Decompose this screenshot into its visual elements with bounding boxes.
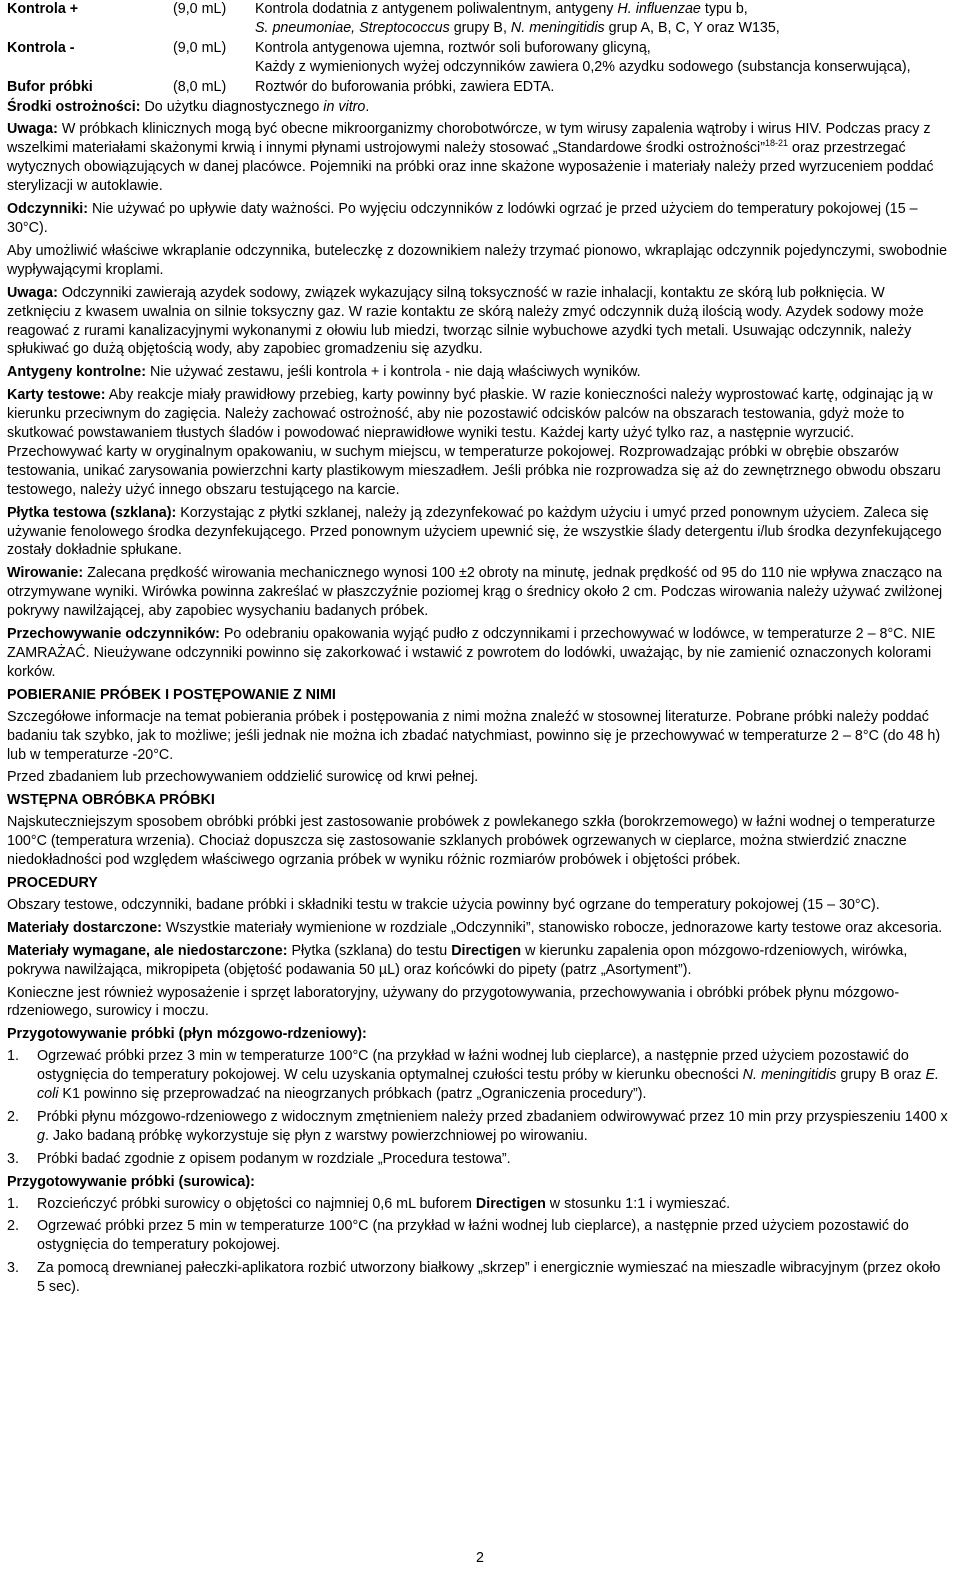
- reagent-name: Kontrola +: [7, 1, 79, 17]
- procedures-text: Obszary testowe, odczynniki, badane próbki i składniki testu w trakcie użycia powinny być ogrzane do temperatury pokojowej (15 – 30°C).: [7, 896, 880, 913]
- serum-prep-heading: Przygotowywanie próbki (surowica):: [7, 1173, 255, 1190]
- specimen-collection-serum: Przed zbadaniem lub przechowywaniem oddzielić surowicę od krwi pełnej.: [7, 769, 479, 786]
- reagent-description: Kontrola antygenowa ujemna, roztwór soli buforowany glicyną, Każdy z wymienionych wyżej odczynników zawiera 0,2% azydku sodowego (substancja konserwująca),: [255, 39, 911, 75]
- csf-prep-list: [7, 1047, 952, 1168]
- warning-infectious: Uwaga: W próbkach klinicznych mogą być obecne mikroorganizmy chorobotwórcze, w tym wirusy zapalenia wątroby i wirus HIV. Podczas pracy z wszelkimi materiałami skażonymi krwią i innymi płynami ustrojowymi należy stosować „Standardowe środki ostrożności”$^{18-21}$ oraz przestrzegać wytycznych obowiązujących w danej placówce. Pojemniki na próbki oraz inne skażone wyposażenie i materiały należy przed wyrzuceniem poddać sterylizacji w autoklawie.: [7, 121, 934, 195]
- list-item: 1. Rozcieńczyć próbki surowicy o objętości co najmniej 0,6 mL buforem Directigen w stosunku 1:1 i wymieszać.: [7, 1195, 731, 1212]
- test-cards-note: Karty testowe: Aby reakcje miały prawidłowy przebieg, karty powinny być płaskie. W razie konieczności należy wyprostować kartę, odginając ją w kierunku przeciwnym do zagięcia. Należy zachować ostrożność, aby nie pozostawić odcisków palców na obszarach testowania, gdyż może to skutkować powstawaniem tłustych śladów i powodować nieprawidłowe wyniki testu. Każdej karty użyć tylko raz, a następnie wyrzucić. Przechowywać karty w oryginalnym opakowaniu, w suchym miejscu, w temperaturze pokojowej. Rozprowadzając próbki w obrębie obszarów testowania, unikać zarysowania powierzchni karty plastikowym mieszadłem. Jeśli próbka nie rozprowadza się aż do zewnętrznego obwodu obszaru testowego, należy użyć innego obszaru testującego na karcie.: [7, 387, 941, 498]
- reagent-description: Kontrola dodatnia z antygenem poliwalentnym, antygeny H. influenzae typu b, S. pneumoniae, Streptococcus grupy B, N. meningitidis grup A, B, C, Y oraz W135,: [255, 1, 780, 36]
- dropper-note: Aby umożliwić właściwe wkraplanie odczynnika, buteleczkę z dozownikiem należy trzymać pionowo, wkraplając odczynnik pojedynczymi, swobodnie wypływającymi kroplami.: [7, 242, 948, 278]
- section-heading-pretreatment: WSTĘPNA OBRÓBKA PRÓBKI: [7, 792, 215, 809]
- list-item: 1. Ogrzewać próbki przez 3 min w temperaturze 100°C (na przykład w łaźni wodnej lub cieplarce), a następnie przed użyciem pozostawić do ostygnięcia do temperatury pokojowej. W celu uzyskania optymalnej czułości testu próby w kierunku obecności N. meningitidis grupy B oraz E. coli K1 powinno się przeprowadzać na nieogrzanych próbkach (patrz „Ograniczenia procedury”).: [7, 1048, 939, 1103]
- list-item: 3. Za pomocą drewnianej pałeczki-aplikatora rozbić utworzony białkowy „skrzep” i energicznie wymieszać na mieszadle wibracyjnym (przez około 5 sec).: [7, 1260, 941, 1296]
- precautions: Środki ostrożności: Do użytku diagnostycznego in vitro.: [7, 98, 370, 115]
- csf-prep-heading: Przygotowywanie próbki (płyn mózgowo-rdzeniowy):: [7, 1026, 367, 1043]
- centrifuge-note: Wirowanie: Zalecana prędkość wirowania mechanicznego wynosi 100 ±2 obroty na minutę, jednak prędkość od 95 do 110 nie wpływa znacząco na otrzymywane wyniki. Wirówka powinna zakreślać w płaszczyźnie poziomej krąg o średnicy około 2 cm. Podczas wirowania należy używać zwilżonej pokrywy nawilżającej, aby zapobiec wysychaniu badanych próbek.: [7, 565, 943, 620]
- reagent-name: Kontrola -: [7, 39, 75, 56]
- page-number: 2: [476, 1550, 484, 1566]
- pretreatment-text: Najskuteczniejszym sposobem obróbki próbki jest zastosowanie probówek z powlekanego szkła (borokrzemowego) w łaźni wodnej o temperaturze 100°C (temperatura wrzenia). Chociaż dopuszcza się zastosowanie szklanych probówek ogrzewanych w cieplarce, można stwierdzić znaczne niedokładności pod względem właściwego ogrzania próbek w wyniku różnic rozmiarów probówek i objętości próbek.: [7, 814, 936, 869]
- reagent-positive-control: [7, 0, 952, 38]
- list-item: 2. Ogrzewać próbki przez 5 min w temperaturze 100°C (na przykład w łaźni wodnej lub cieplarce), a następnie przed użyciem pozostawić do ostygnięcia do temperatury pokojowej.: [7, 1218, 909, 1254]
- glass-plate-note: Płytka testowa (szklana): Korzystając z płytki szklanej, należy ją zdezynfekować po każdym użyciu i umyć przed ponownym użyciem. Zaleca się używanie fenolowego środka dezynfekującego. Przed ponownym użyciem upewnić się, że wszystkie ślady detergentu i/lub środka dezynfekującego zostały dokładnie spłukane.: [7, 504, 942, 559]
- section-heading-procedures: PROCEDURY: [7, 874, 98, 891]
- section-heading-specimen-collection: POBIERANIE PRÓBEK I POSTĘPOWANIE Z NIMI: [7, 686, 336, 703]
- lab-equipment-text: Konieczne jest również wyposażenie i sprzęt laboratoryjny, używany do przygotowywania, przechowywania i obróbki próbek płynu mózgowo-rdzeniowego, surowicy i moczu.: [7, 984, 900, 1020]
- serum-prep-list: [7, 1195, 952, 1298]
- reagent-volume: (8,0 mL): [173, 78, 227, 95]
- warning-azide: Uwaga: Odczynniki zawierają azydek sodowy, związek wykazujący silną toksyczność w razie inhalacji, kontaktu ze skórą lub połknięcia. W zetknięciu z kwasem uwalnia on silnie toksyczny gaz. W razie kontaktu ze skórą należy zmyć odczynnik dużą ilością wody. Azydek sodowy może reagować z rurami kanalizacyjnymi wykonanymi z ołowiu lub miedzi, tworząc silnie wybuchowe azydki tych metali. Usuwając odczynnik, należy spłukiwać go dużą objętością wody, aby zapobiec gromadzeniu się azydku.: [7, 284, 924, 358]
- list-item: 2. Próbki płynu mózgowo-rdzeniowego z widocznym zmętnieniem należy przed zbadaniem odwirowywać przez 10 min przy przyspieszeniu 1400 x g. Jako badaną próbkę wykorzystuje się płyn z warstwy powierzchniowej po wirowaniu.: [7, 1108, 948, 1144]
- reagents-note: Odczynniki: Nie używać po upływie daty ważności. Po wyjęciu odczynników z lodówki ogrzać je przed użyciem do temperatury pokojowej (15 – 30°C).: [7, 201, 918, 236]
- list-item: 3. Próbki badać zgodnie z opisem podanym w rozdziale „Procedura testowa”.: [7, 1150, 511, 1167]
- reagent-description: Roztwór do buforowania próbki, zawiera EDTA.: [255, 78, 555, 95]
- specimen-collection-text: Szczegółowe informacje na temat pobierania próbek i postępowania z nimi można znaleźć w stosownej literaturze. Pobrane próbki należy poddać badaniu tak szybko, jak to możliwe; jeśli jednak nie można ich zbadać natychmiast, powinno się je przechowywać w temperaturze 2 – 8°C (do 48 h) lub w temperaturze -20°C.: [7, 708, 941, 763]
- control-antigens-note: Antygeny kontrolne: Nie używać zestawu, jeśli kontrola + i kontrola - nie dają właściwych wyników.: [7, 364, 641, 381]
- reagent-negative-control: [7, 39, 952, 77]
- materials-supplied: Materiały dostarczone: Wszystkie materiały wymienione w rozdziale „Odczynniki”, stanowisko robocze, jednorazowe karty testowe oraz akcesoria.: [7, 919, 943, 936]
- reagent-name: Bufor próbki: [7, 78, 93, 95]
- reagent-volume: (9,0 mL): [173, 39, 227, 56]
- reagent-volume: (9,0 mL): [173, 1, 227, 17]
- reagent-sample-buffer: [7, 78, 952, 97]
- materials-required: Materiały wymagane, ale niedostarczone: Płytka (szklana) do testu Directigen w kierunku zapalenia opon mózgowo-rdzeniowych, wirówka, pokrywa nawilżająca, mikropipeta (objętość podawania 50 µL) oraz końcówki do pipety (patrz „Asortyment”).: [7, 942, 908, 978]
- storage-note: Przechowywanie odczynników: Po odebraniu opakowania wyjąć pudło z odczynnikami i przechowywać w lodówce, w temperaturze 2 – 8°C. NIE ZAMRAŻAĆ. Nieużywane odczynniki powinno się zakorkować i wstawić z powrotem do lodówki, uważając, by nie zamienić oznaczonych kolorami korków.: [7, 626, 936, 680]
